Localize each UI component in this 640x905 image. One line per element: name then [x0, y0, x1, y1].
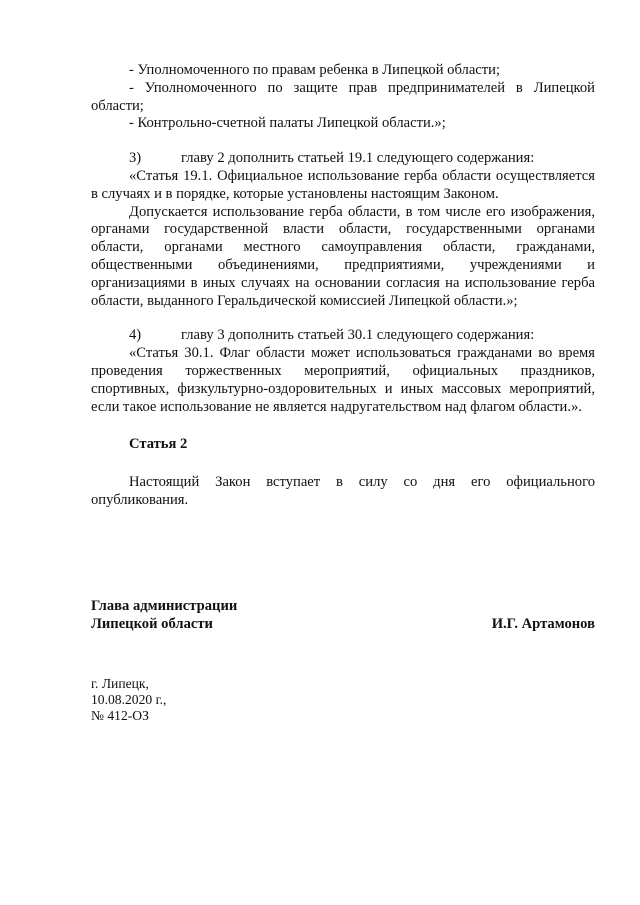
article-19-1-paragraph-1: «Статья 19.1. Официальное использование герба области осуществляется в случаях и в порядке, которые установлены настоящим Законом.	[91, 167, 595, 202]
signature-name: И.Г. Артамонов	[491, 615, 595, 632]
footer-city: г. Липецк,	[91, 676, 149, 691]
list-item-entrepreneurs: - Уполномоченного по защите прав предпринимателей в Липецкой области;	[91, 79, 595, 114]
point-4-intro-text: главу 3 дополнить статьей 30.1 следующего содержания:	[181, 327, 535, 344]
article-2-heading: Статья 2	[129, 436, 188, 453]
article-30-1-paragraph: «Статья 30.1. Флаг области может использоваться гражданами во время проведения торжественных мероприятий, официальных праздников, спортивных, физкультурно-оздоровительных и иных массовых мероприятий, если такое использование не является надругательством над флагом области.».	[91, 345, 595, 415]
point-4-intro	[91, 327, 595, 345]
signature-title-line-2: Липецкой области	[91, 615, 213, 632]
point-4-number: 4)	[129, 327, 142, 344]
list-item-audit-chamber: - Контрольно-счетной палаты Липецкой области.»;	[129, 115, 446, 132]
point-3-intro-text: главу 2 дополнить статьей 19.1 следующего содержания:	[181, 150, 535, 167]
article-2-text: Настоящий Закон вступает в силу со дня его официального опубликования.	[91, 474, 595, 508]
signature-title-line-1: Глава администрации	[91, 598, 238, 614]
document-footer	[91, 676, 391, 724]
signature-block	[91, 598, 595, 634]
list-item-child-rights: - Уполномоченного по правам ребенка в Липецкой области;	[129, 62, 501, 78]
article-19-1-paragraph-2: Допускается использование герба области, в том числе его изображения, органами государственной власти области, государственными органами области, органами местного самоуправления области, гражданами, общественными объединениями, предприятиями, учреждениями и организациями в иных случаях на основании согласия на использование герба области, выданного Геральдической комиссией Липецкой области.»;	[91, 203, 595, 309]
signature-row	[91, 616, 595, 634]
footer-law-number: № 412-ОЗ	[91, 708, 149, 723]
point-3-intro	[91, 150, 595, 168]
document-body	[91, 62, 595, 510]
footer-date: 10.08.2020 г.,	[91, 692, 167, 707]
point-3-number: 3)	[129, 150, 142, 167]
